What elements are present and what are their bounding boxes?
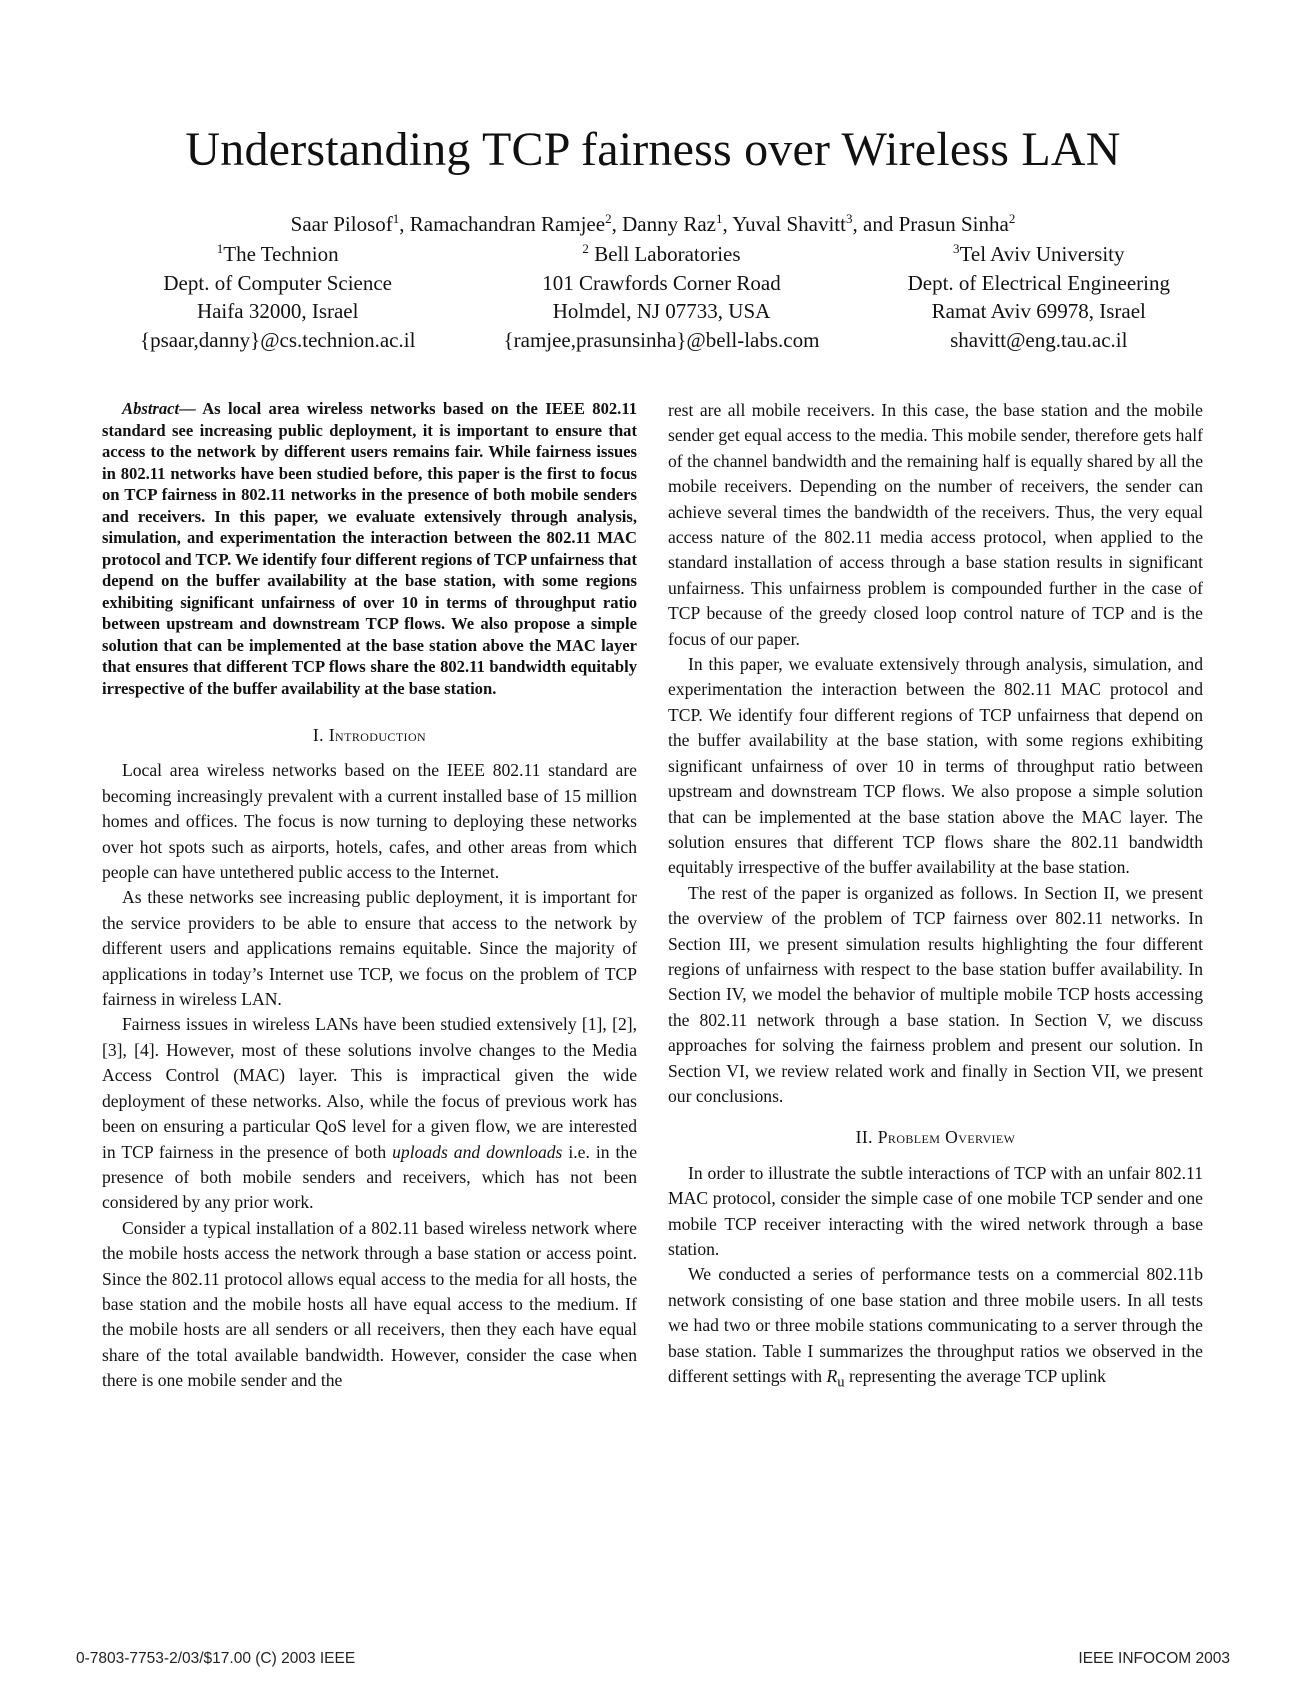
section-title: Problem Overview <box>877 1127 1016 1148</box>
affil-name-text: Bell Laboratories <box>588 242 741 266</box>
affiliation-email: shavitt@eng.tau.ac.il <box>950 327 1128 352</box>
affiliation-email: {psaar,danny}@cs.technion.ac.il <box>140 327 416 352</box>
author-affil-mark: 2 <box>1008 211 1016 226</box>
affiliation-name <box>504 240 820 269</box>
section-heading-problem-overview <box>668 1125 1203 1150</box>
paragraph: Consider a typical installation of a 802.11 based wireless network where the mobile hosts access the network through a base station or access point. Since the 802.11 protocol allows equal access to the media for all hosts, the base station and the mobile hosts all have equal access to the medium. If the mobile hosts are all senders or all receivers, then they each have equal share of the total available bandwidth. However, consider the case when there is one mobile sender and the <box>102 1217 637 1391</box>
footer-copyright: 0-7803-7753-2/03/$17.00 (C) 2003 IEEE <box>76 1650 356 1667</box>
paragraph: As these networks see increasing public deployment, it is important for the service providers to be able to ensure that access to the network by different users and applications remains equitable. Since the majority of applications in today’s Internet use TCP, we focus on the problem of TCP fairness in wireless LAN. <box>102 887 637 1010</box>
left-column <box>102 398 637 1394</box>
author-affil-mark: 3 <box>845 211 853 226</box>
affil-name-text: Tel Aviv University <box>959 242 1125 266</box>
affiliation-name <box>140 240 415 269</box>
math-variable: R <box>826 1366 838 1387</box>
affil-mark: 1 <box>216 241 224 256</box>
affiliation-email: {ramjee,prasunsinha}@bell-labs.com <box>503 327 820 352</box>
footer-conference: IEEE INFOCOM 2003 <box>1078 1650 1230 1667</box>
affiliation-dept: 101 Crawfords Corner Road <box>542 270 781 295</box>
author: Saar Pilosof <box>290 212 393 236</box>
paragraph-text: We conducted a series of performance tests on a commercial 802.11b network consisting of one base station and three mobile users. In all tests we had two or three mobile stations communicating to a server through the base station. Table I summarizes the throughput ratios we observed in the different settings with <box>668 1264 1203 1387</box>
paragraph <box>668 1262 1203 1396</box>
affiliation-bell-labs <box>504 240 820 354</box>
abstract-lead: Abstract <box>122 399 180 418</box>
paper-title: Understanding TCP fairness over Wireless LAN <box>185 123 1121 176</box>
author: Danny Raz <box>622 212 716 236</box>
paragraph: rest are all mobile receivers. In this case, the base station and the mobile sender get equal access to the media. This mobile sender, therefore gets half of the channel bandwidth and the remaining half is equally shared by all the mobile receivers. Depending on the number of receivers, the sender can achieve several times the bandwidth of the receivers. Thus, the very equal access nature of the 802.11 media access protocol, when applied to the standard installation of access through a base station results in significant unfairness. This unfairness problem is compounded further in the case of TCP because of the greedy closed loop control nature of TCP and is the focus of our paper. <box>668 400 1203 649</box>
paragraph: Local area wireless networks based on the IEEE 802.11 standard are becoming increasingly prevalent with a current installed base of 15 million homes and offices. The focus is now turning to deploying these networks over hot spots such as airports, hotels, cafes, and other areas from which people can have untethered public access to the Internet. <box>102 760 637 883</box>
right-column <box>668 398 1203 1396</box>
abstract <box>102 398 637 699</box>
affiliation-address: Holmdel, NJ 07733, USA <box>552 299 771 323</box>
author-separator: , <box>611 212 623 236</box>
author: Prasun Sinha <box>898 212 1009 236</box>
section-title: Introduction <box>328 725 427 745</box>
paragraph-text: Fairness issues in wireless LANs have been studied extensively [1], [2], [3], [4]. However, most of these solutions involve changes to the Media Access Control (MAC) layer. This is impractical given the wide deployment of these networks. Also, while the focus of previous work has been on ensuring a particular QoS level for a given flow, we are interested in TCP fairness in the presence of both <box>102 1014 637 1162</box>
abstract-body: — As local area wireless networks based on the IEEE 802.11 standard see increasing public deployment, it is important to ensure that access to the network by different users remains fair. While fairness issues in 802.11 networks have been studied before, this paper is the first to focus on TCP fairness in 802.11 networks in the presence of both mobile senders and receivers. In this paper, we evaluate extensively through analysis, simulation, and experimentation the interaction between the 802.11 MAC protocol and TCP. We identify four different regions of TCP unfairness that depend on the buffer availability at the base station, with some regions exhibiting significant unfairness of over 10 in terms of throughput ratio between upstream and downstream TCP flows. We also propose a simple solution that can be implemented at the base station above the MAC layer that ensures that different TCP flows share the 802.11 bandwidth equitably irrespective of the buffer availability at the base station. <box>102 399 637 698</box>
paragraph-text: representing the average TCP uplink <box>844 1366 1106 1387</box>
section-number: I. <box>312 725 329 745</box>
affiliation-technion <box>140 240 415 354</box>
affiliation-address: Haifa 32000, Israel <box>196 299 359 323</box>
paragraph-text: i.e. in the presence of both mobile senders and receivers, which has not been considered by any prior work. <box>102 1141 638 1213</box>
paragraph: The rest of the paper is organized as follows. In Section II, we present the overview of the problem of TCP fairness over 802.11 networks. In Section III, we present simulation results highlighting the four different regions of unfairness with respect to the base station buffer availability. In Section IV, we model the behavior of multiple mobile TCP hosts accessing the 802.11 network through a base station. In Section V, we discuss approaches for solving the fairness problem and present our solution. In Section VI, we review related work and finally in Section VII, we present our conclusions. <box>668 882 1203 1106</box>
affiliation-dept: Dept. of Electrical Engineering <box>907 270 1170 295</box>
affiliation-address: Ramat Aviv 69978, Israel <box>931 299 1146 323</box>
affil-name-text: The Technion <box>223 242 339 266</box>
paragraph: In this paper, we evaluate extensively through analysis, simulation, and experimentation the interaction between the 802.11 MAC protocol and TCP. We identify four different regions of TCP unfairness that depend on the buffer availability at the base station, with some regions exhibiting significant unfairness of over 10 in terms of throughput ratio between upstream and downstream TCP flows. We also propose a simple solution that can be implemented at the base station above the MAC layer. The solution ensures that different TCP flows share the 802.11 bandwidth equitably irrespective of the buffer availability at the base station. <box>668 654 1203 878</box>
author-affil-mark: 1 <box>392 211 400 226</box>
author-list <box>0 212 1306 237</box>
affiliation-dept: Dept. of Computer Science <box>163 270 392 295</box>
math-subscript: u <box>837 1374 845 1391</box>
author-affil-mark: 2 <box>605 211 612 226</box>
emphasis-text: uploads and downloads <box>392 1141 563 1162</box>
section-number: II. <box>855 1127 878 1148</box>
paragraph: In order to illustrate the subtle interactions of TCP with an unfair 802.11 MAC protocol, consider the simple case of one mobile TCP sender and one mobile TCP receiver interacting with the wired network through a base station. <box>668 1162 1203 1259</box>
affiliation-name <box>908 240 1170 269</box>
author: Ramachandran Ramjee <box>409 212 606 236</box>
affiliations <box>140 240 1170 354</box>
section-heading-introduction <box>102 723 637 748</box>
affil-mark: 3 <box>953 241 960 256</box>
author-affil-mark: 1 <box>715 211 723 226</box>
author-separator: , <box>399 212 410 236</box>
author-separator: , <box>722 212 733 236</box>
paragraph <box>102 1012 637 1215</box>
author: Yuval Shavitt <box>732 212 846 236</box>
affil-mark: 2 <box>582 241 589 256</box>
author-separator: , and <box>852 212 899 236</box>
affiliation-tel-aviv <box>908 240 1170 354</box>
